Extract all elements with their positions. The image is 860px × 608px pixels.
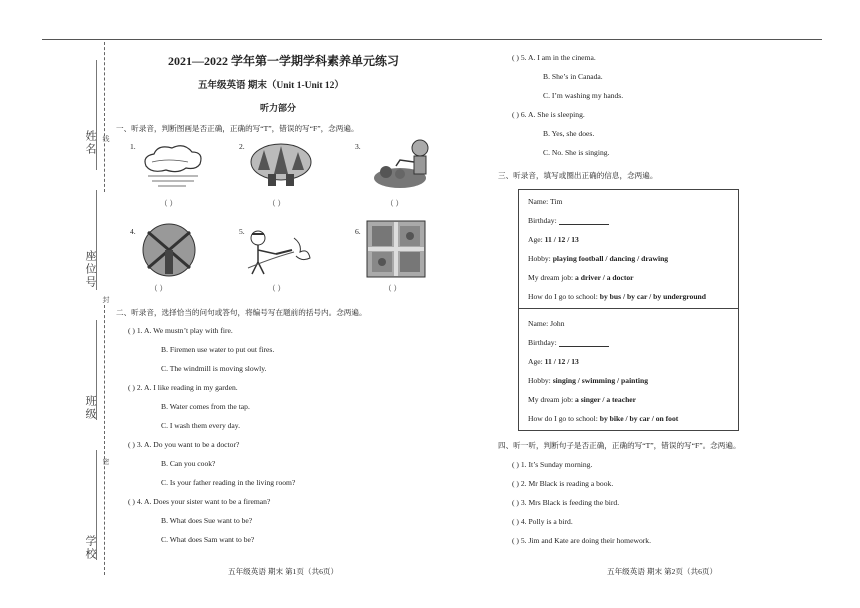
info-age [528, 357, 579, 366]
school-label: 学校 [84, 535, 96, 561]
info-hobby [528, 376, 648, 385]
question-option-b: B. She’s in Canada. [543, 72, 603, 81]
question-option-c: C. The windmill is moving slowly. [161, 364, 267, 373]
info-job [528, 273, 634, 282]
birthday-label: Birthday: [528, 338, 559, 347]
age-options[interactable]: 11 / 12 / 13 [544, 357, 579, 366]
seal-dashed-line [104, 42, 105, 192]
girl-watering-plants-picture [370, 136, 440, 190]
seal-dashed-line [104, 305, 105, 575]
part1-instruction: 一、听录音，判断图画是否正确，正确的写“T”，错误的写“F”，念两遍。 [116, 124, 359, 133]
question-option-a: ( ) 5. A. I am in the cinema. [512, 53, 596, 62]
birthday-blank[interactable] [559, 340, 609, 347]
item-number: 4. [130, 227, 136, 236]
item-number: 2. [239, 142, 245, 151]
info-name: Name: John [528, 319, 565, 328]
seal-mark: 密 [102, 458, 110, 465]
age-label: Age: [528, 357, 545, 366]
info-table-divider [518, 308, 738, 309]
section-title: 听力部分 [260, 103, 297, 113]
school-options[interactable]: by bike / by car / on foot [599, 414, 679, 423]
answer-paren[interactable]: （ ） [384, 284, 402, 293]
trees-fire-picture [246, 140, 316, 190]
part3-instruction: 三、听录音，填写或圈出正确的信息，念两遍。 [498, 171, 658, 180]
job-options[interactable]: a driver / a doctor [575, 273, 634, 282]
info-job [528, 395, 636, 404]
answer-paren[interactable]: （ ） [150, 284, 168, 293]
question-option-a: ( ) 1. A. We mustn’t play with fire. [128, 326, 233, 335]
tf-item: ( ) 4. Polly is a bird. [512, 517, 573, 526]
info-name: Name: Tim [528, 197, 563, 206]
item-number: 5. [239, 227, 245, 236]
age-options[interactable]: 11 / 12 / 13 [544, 235, 579, 244]
question-option-c: C. I wash them every day. [161, 421, 241, 430]
windmill-picture [138, 222, 200, 278]
hobby-options[interactable]: singing / swimming / painting [552, 376, 649, 385]
tf-item: ( ) 3. Mrs Black is feeding the bird. [512, 498, 620, 507]
question-option-a: ( ) 2. A. I like reading in my garden. [128, 383, 238, 392]
question-option-b: B. Yes, she does. [543, 129, 595, 138]
hobby-options[interactable]: playing football / dancing / drawing [552, 254, 669, 263]
top-rule [42, 39, 822, 40]
school-options[interactable]: by bus / by car / by underground [599, 292, 706, 301]
answer-paren[interactable]: （ ） [268, 284, 286, 293]
exam-subtitle: 五年级英语 期末（Unit 1-Unit 12） [198, 81, 344, 91]
question-option-a: ( ) 6. A. She is sleeping. [512, 110, 585, 119]
school-label: How do I go to school: [528, 292, 600, 301]
exam-title: 2021—2022 学年第一学期学科素养单元练习 [168, 54, 400, 68]
question-option-c: C. What does Sam want to be? [161, 535, 255, 544]
info-age [528, 235, 579, 244]
birthday-label: Birthday: [528, 216, 559, 225]
name-label: 姓名 [84, 130, 96, 156]
answer-paren[interactable]: （ ） [386, 199, 404, 208]
info-school [528, 414, 678, 423]
age-label: Age: [528, 235, 545, 244]
question-option-b: B. What does Sue want to be? [161, 516, 253, 525]
tf-item: ( ) 1. It’s Sunday morning. [512, 460, 593, 469]
birthday-blank[interactable] [559, 218, 609, 225]
seal-mark: 线 [102, 135, 110, 142]
tf-item: ( ) 2. Mr Black is reading a book. [512, 479, 614, 488]
job-options[interactable]: a singer / a teacher [575, 395, 637, 404]
garden-map-picture [366, 220, 426, 278]
firefighter-hose-picture [242, 228, 316, 276]
school-label: How do I go to school: [528, 414, 600, 423]
part4-instruction: 四、听一听，判断句子是否正确，正确的写“T”，错误的写“F”。念两遍。 [498, 441, 741, 450]
question-option-c: C. I’m washing my hands. [543, 91, 624, 100]
info-hobby [528, 254, 668, 263]
question-option-a: ( ) 3. A. Do you want to be a doctor? [128, 440, 240, 449]
answer-paren[interactable]: （ ） [160, 199, 178, 208]
page-footer-right: 五年级英语 期末 第2页（共6页） [607, 567, 718, 576]
question-option-b: B. Water comes from the tap. [161, 402, 250, 411]
seat-label: 座位号 [84, 250, 96, 289]
info-birthday[interactable] [528, 216, 609, 225]
question-option-c: C. Is your father reading in the living room? [161, 478, 296, 487]
class-label: 班级 [84, 395, 96, 421]
seal-mark: 封 [102, 296, 110, 303]
part2-instruction: 二、听录音，选择恰当的问句或答句，将编号写在题前的括号内。念两遍。 [116, 308, 367, 317]
tf-item: ( ) 5. Jim and Kate are doing their homework. [512, 536, 651, 545]
clouds-rain-picture [138, 140, 208, 190]
job-label: My dream job: [528, 273, 576, 282]
question-option-c: C. No. She is singing. [543, 148, 610, 157]
answer-paren[interactable]: （ ） [268, 199, 286, 208]
item-number: 3. [355, 142, 361, 151]
job-label: My dream job: [528, 395, 576, 404]
info-birthday[interactable] [528, 338, 609, 347]
info-school [528, 292, 706, 301]
page-footer-left: 五年级英语 期末 第1页（共6页） [228, 567, 339, 576]
question-option-b: B. Firemen use water to put out fires. [161, 345, 275, 354]
item-number: 1. [130, 142, 136, 151]
question-option-a: ( ) 4. A. Does your sister want to be a fireman? [128, 497, 271, 506]
hobby-label: Hobby: [528, 376, 553, 385]
hobby-label: Hobby: [528, 254, 553, 263]
question-option-b: B. Can you cook? [161, 459, 216, 468]
item-number: 6. [355, 227, 361, 236]
